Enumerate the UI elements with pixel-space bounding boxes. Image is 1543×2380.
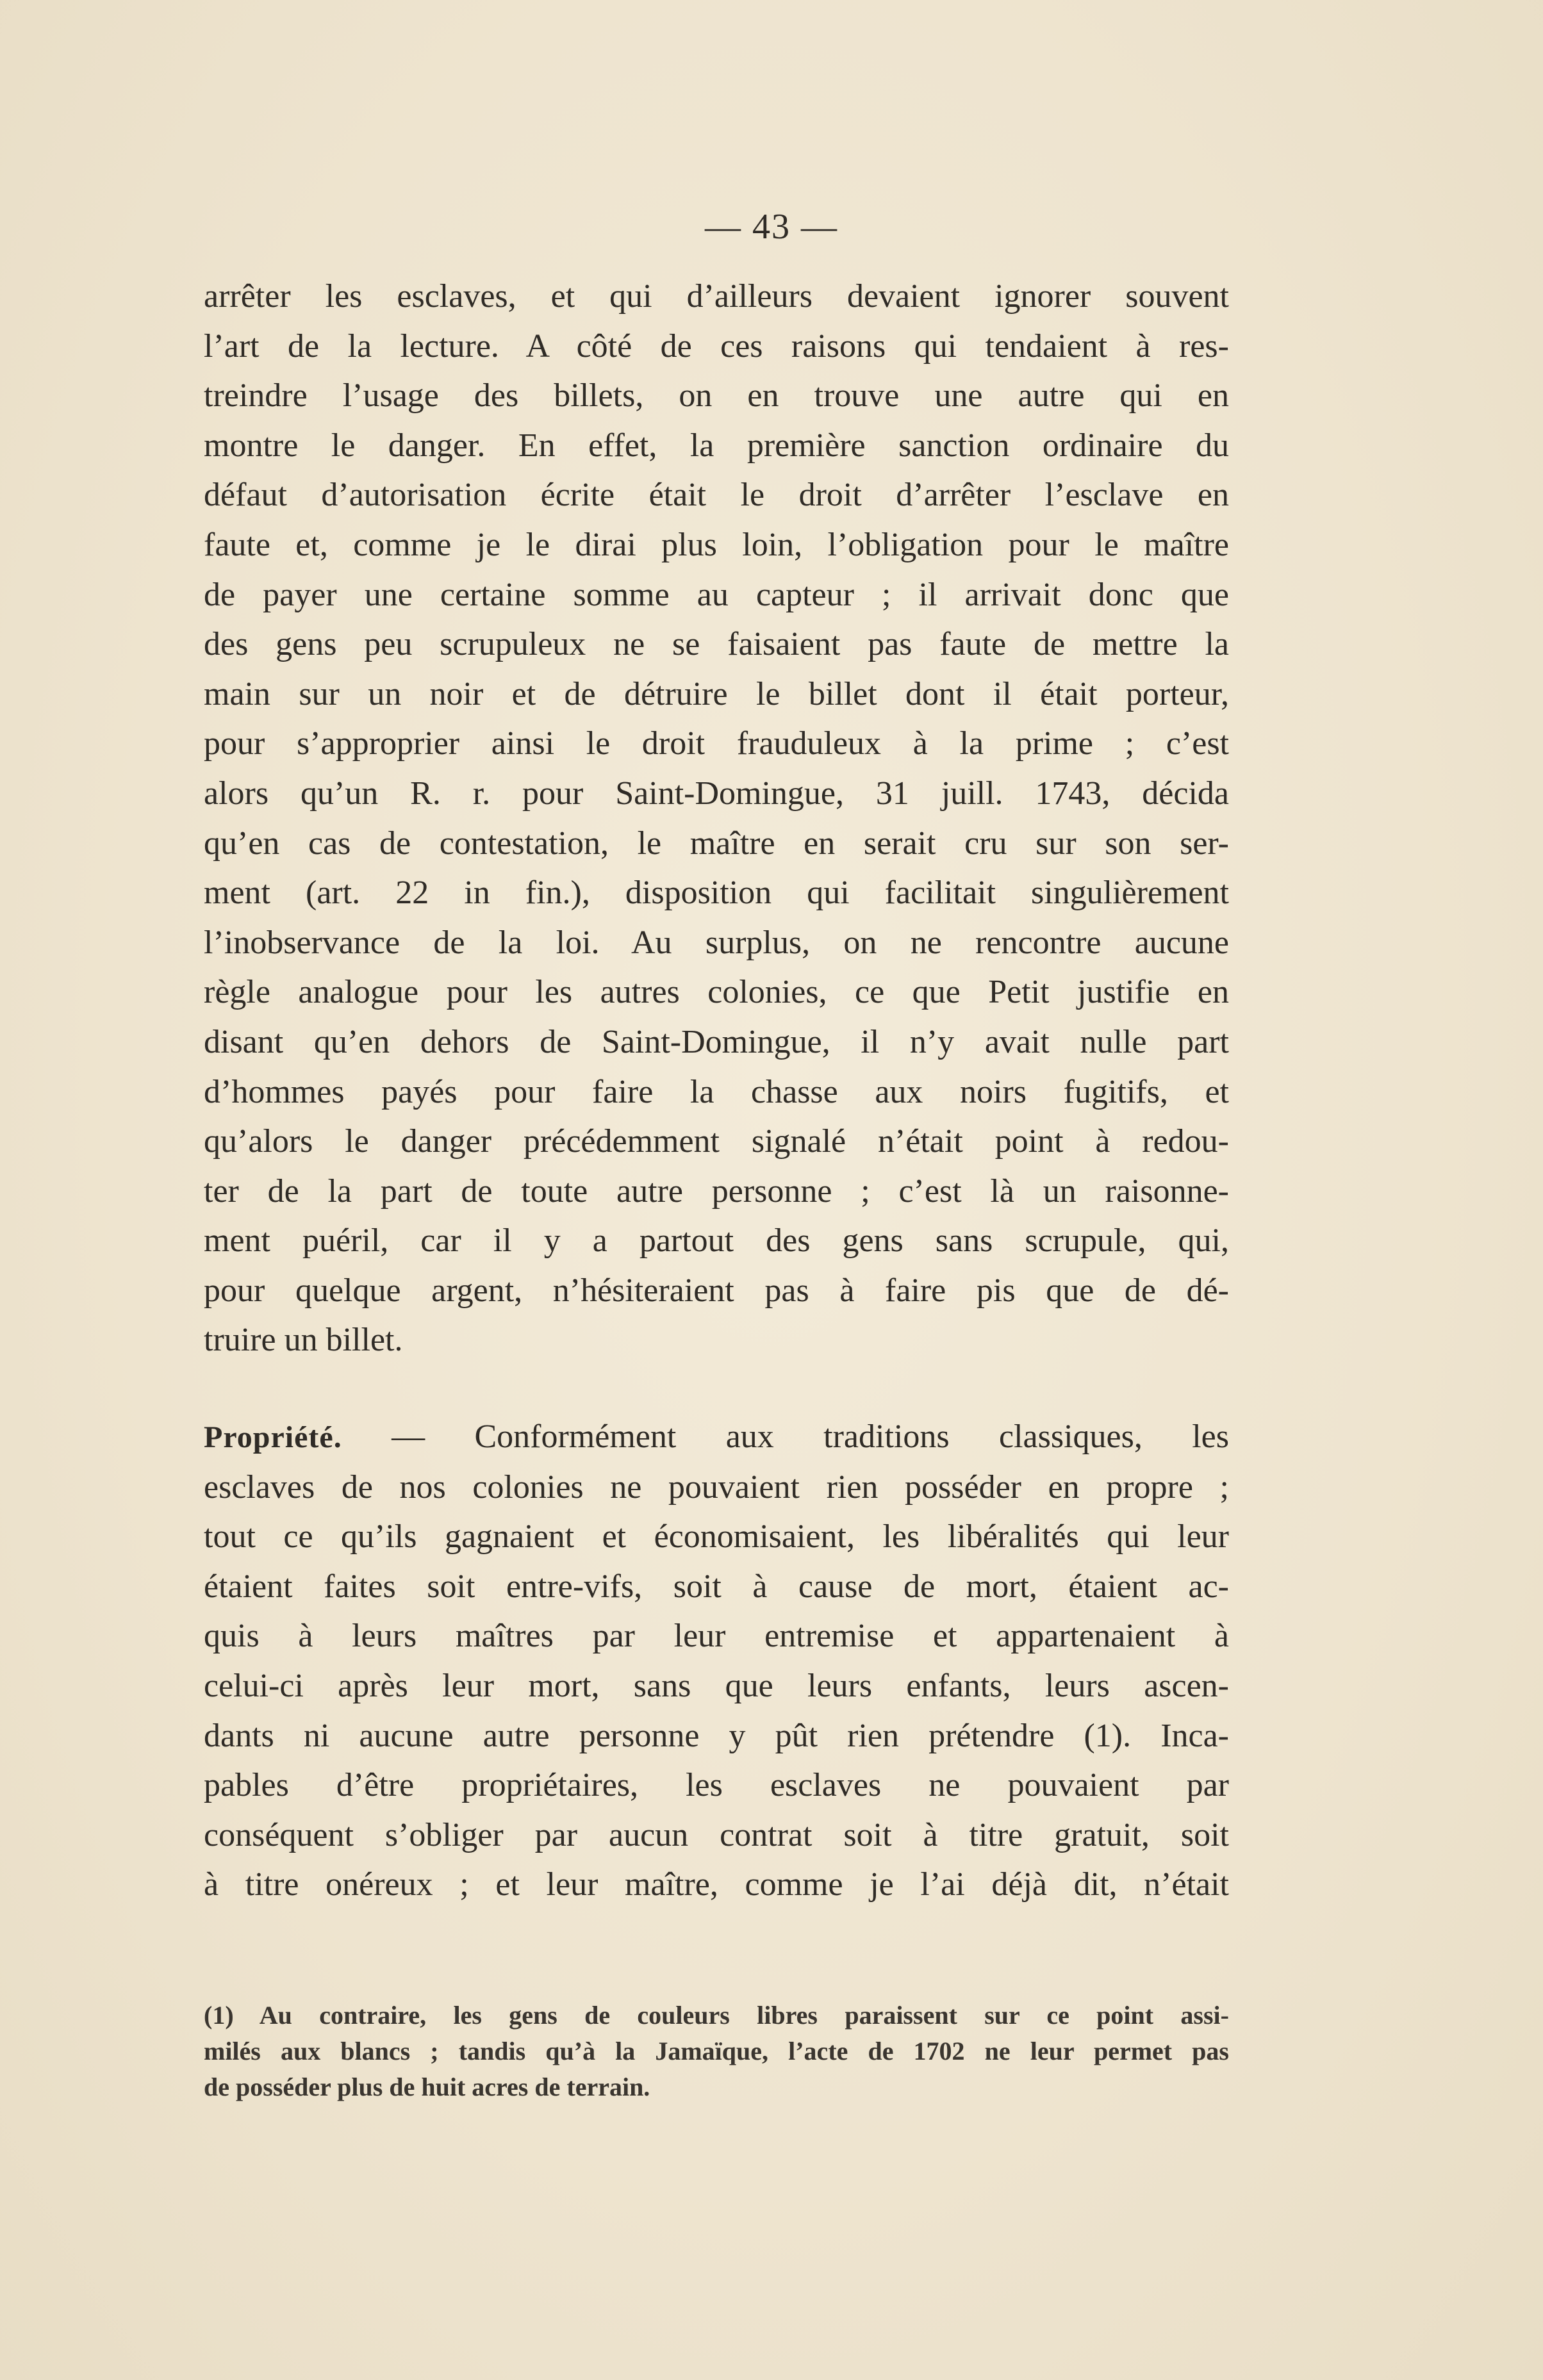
text-line: dants ni aucune autre personne y pût rien prétendre (1). Inca- (204, 1717, 1229, 1754)
text-line: pour quelque argent, n’hésiteraient pas à faire pis que de dé- (204, 1272, 1229, 1309)
text-line: règle analogue pour les autres colonies, ce que Petit justifie en (204, 974, 1229, 1011)
section-heading: Propriété. (204, 1420, 342, 1454)
text-line: à titre onéreux ; et leur maître, comme je l’ai déjà dit, n’était (204, 1866, 1229, 1903)
text-line: qu’alors le danger précédemment signalé n’était point à redou- (204, 1123, 1229, 1160)
text-line: main sur un noir et de détruire le billet dont il était porteur, (204, 675, 1229, 712)
text-line: l’art de la lecture. A côté de ces raisons qui tendaient à res- (204, 327, 1229, 365)
text-line: pour s’approprier ainsi le droit frauduleux à la prime ; c’est (204, 725, 1229, 762)
text-line: pables d’être propriétaires, les esclaves ne pouvaient par (204, 1767, 1229, 1804)
footnote-line: milés aux blancs ; tandis qu’à la Jamaïque, l’acte de 1702 ne leur permet pas (204, 2037, 1229, 2065)
text-line: arrêter les esclaves, et qui d’ailleurs devaient ignorer souvent (204, 278, 1229, 315)
section-propriete (204, 1412, 1229, 1910)
text-line: des gens peu scrupuleux ne se faisaient pas faute de mettre la (204, 626, 1229, 663)
text-line: montre le danger. En effet, la première sanction ordinaire du (204, 427, 1229, 464)
footnote-line: (1) Au contraire, les gens de couleurs libres paraissent sur ce point assi- (204, 2001, 1229, 2030)
footnote-line: de posséder plus de huit acres de terrain. (204, 2072, 650, 2101)
text-line: disant qu’en dehors de Saint-Domingue, il n’y avait nulle part (204, 1023, 1229, 1060)
text-line: faute et, comme je le dirai plus loin, l’obligation pour le maître (204, 526, 1229, 563)
page-number: — 43 — (705, 207, 838, 247)
text-line: ter de la part de toute autre personne ; c’est là un raisonne- (204, 1172, 1229, 1210)
text-line: alors qu’un R. r. pour Saint-Domingue, 31 juill. 1743, décida (204, 775, 1229, 812)
text-line: qu’en cas de contestation, le maître en serait cru sur son ser- (204, 825, 1229, 862)
text-line: quis à leurs maîtres par leur entremise et appartenaient à (204, 1618, 1229, 1655)
text-line: étaient faites soit entre-vifs, soit à cause de mort, étaient ac- (204, 1568, 1229, 1605)
text-line: défaut d’autorisation écrite était le droit d’arrêter l’esclave en (204, 477, 1229, 514)
text-line: tout ce qu’ils gagnaient et économisaient, les libéralités qui leur (204, 1518, 1229, 1555)
text-line: celui-ci après leur mort, sans que leurs enfants, leurs ascen- (204, 1667, 1229, 1704)
body-paragraph (204, 272, 1229, 1365)
text-line: truire un billet. (204, 1322, 403, 1359)
footnote (204, 1998, 1229, 2105)
text-line: treindre l’usage des billets, on en trouve une autre qui en (204, 377, 1229, 414)
section-first-line-text: — Conformément aux traditions classiques, les (342, 1418, 1229, 1455)
section-first-line (204, 1412, 1229, 1463)
text-line: ment puéril, car il y a partout des gens sans scrupule, qui, (204, 1222, 1229, 1260)
text-line: de payer une certaine somme au capteur ; il arrivait donc que (204, 576, 1229, 613)
text-line: d’hommes payés pour faire la chasse aux noirs fugitifs, et (204, 1073, 1229, 1110)
text-line: esclaves de nos colonies ne pouvaient rien posséder en propre ; (204, 1468, 1229, 1506)
text-line: conséquent s’obliger par aucun contrat soit à titre gratuit, soit (204, 1816, 1229, 1853)
text-line: l’inobservance de la loi. Au surplus, on ne rencontre aucune (204, 924, 1229, 961)
text-line: ment (art. 22 in fin.), disposition qui facilitait singulièrement (204, 874, 1229, 912)
